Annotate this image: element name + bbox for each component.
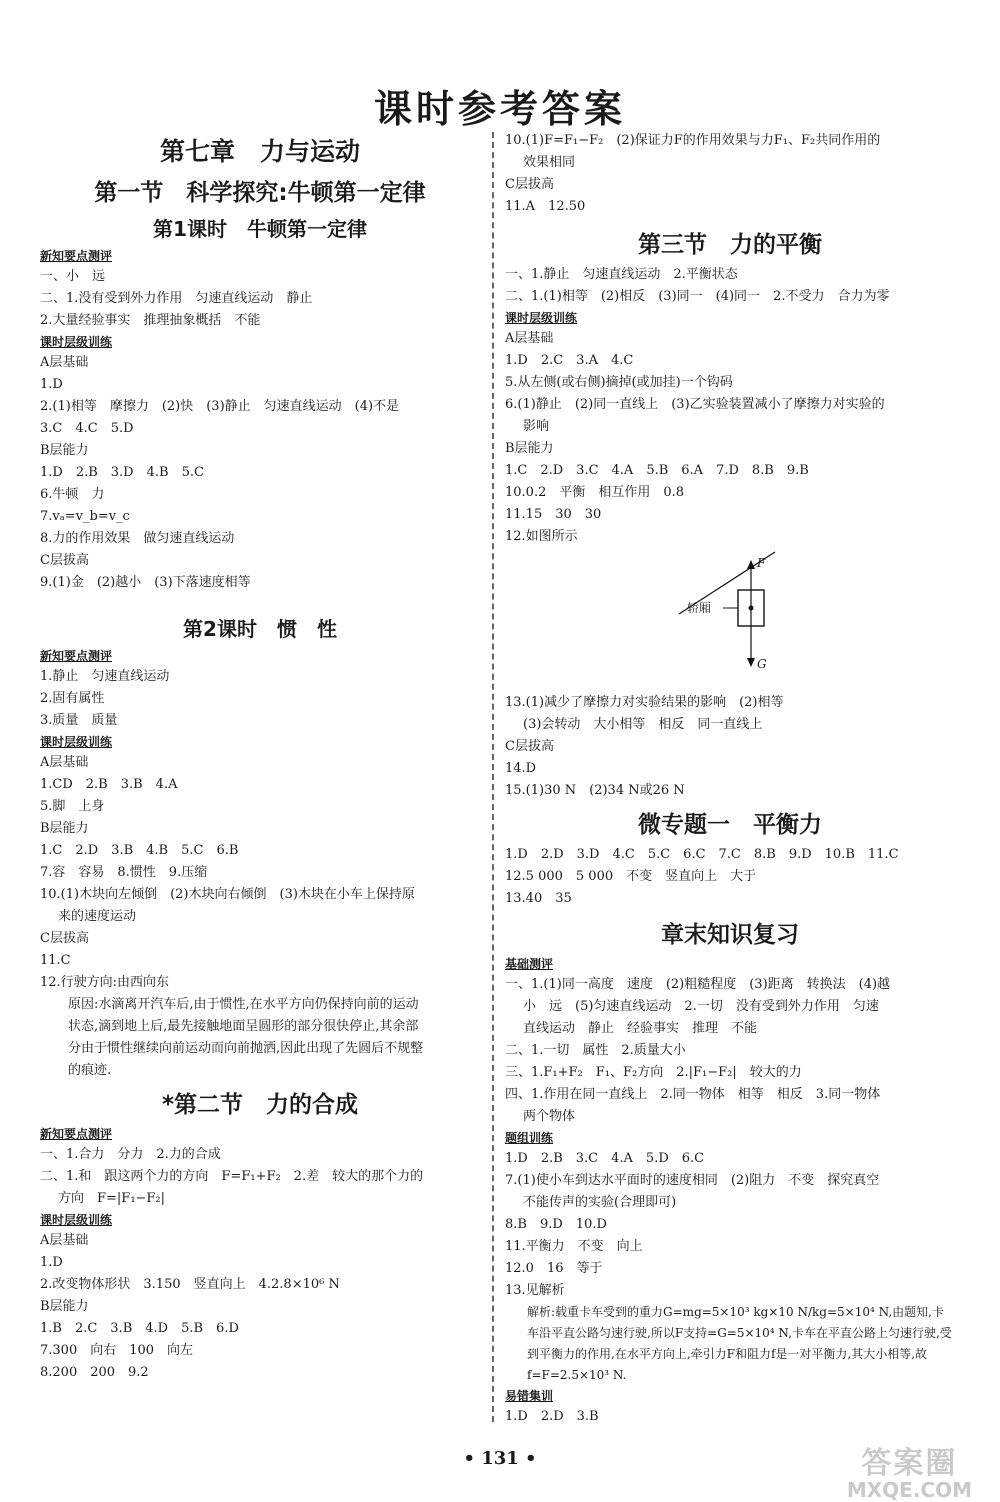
answer-line: 8.B 9.D 10.D [505, 1217, 607, 1232]
force-f-label: F [757, 556, 766, 570]
error-practice-answers [505, 1386, 955, 1428]
answer-line: 8.200 200 9.2 [40, 1365, 149, 1380]
answer-line: 二、1.一切 属性 2.质量大小 [505, 1043, 686, 1058]
answer-line: C层拔高 [40, 931, 89, 946]
answer-line: C层拔高 [505, 739, 554, 754]
answer-line: 1.C 2.D 3.B 4.B 5.C 6.B [40, 843, 239, 858]
answer-line: 四、1.作用在同一直线上 2.同一物体 相等 相反 3.同一物体 [505, 1087, 881, 1102]
answer-line: B层能力 [40, 1299, 89, 1314]
answer-line: 7.300 向右 100 向左 [40, 1343, 194, 1358]
left-column [40, 130, 480, 1384]
answer-line: A层基础 [40, 755, 89, 770]
answer-line: 1.CD 2.B 3.B 4.A [40, 777, 178, 792]
answer-line: 两个物体 [523, 1109, 576, 1124]
answer-line: 7.vₐ=v_b=v_c [40, 509, 130, 524]
answer-line: 3.质量 质量 [40, 713, 118, 728]
force-f-arrowhead [747, 560, 755, 569]
answer-line: A层基础 [40, 355, 89, 370]
answer-line: 原因:水滴离开汽车后,由于惯性,在水平方向仍保持向前的运动 [68, 997, 419, 1012]
answer-line: 15.(1)30 N (2)34 N或26 N [505, 783, 685, 798]
answer-line: 11.C [40, 953, 71, 968]
answer-line: 一、小 远 [40, 269, 106, 284]
answer-line: 13.40 35 [505, 891, 572, 906]
section-3-title: 第三节 力的平衡 [638, 232, 822, 258]
answer-line: 1.C 2.D 3.C 4.A 5.B 6.A 7.D 8.B 9.B [505, 463, 809, 478]
answer-line: 1.B 2.C 3.B 4.D 5.B 6.D [40, 1321, 239, 1336]
answer-line: 状态,滴到地上后,最先接触地面呈圆形的部分很快停止,其余部 [68, 1019, 419, 1034]
answer-line: 13.(1)减少了摩擦力对实验结果的影响 (2)相等 [505, 695, 784, 710]
answer-line: B层能力 [40, 443, 89, 458]
subsection-label: 课时层级训练 [40, 1213, 113, 1227]
center-of-mass-dot [749, 606, 754, 611]
answer-line: 2.大量经验事实 推理抽象概括 不能 [40, 313, 261, 328]
answer-line: B层能力 [505, 441, 554, 456]
answer-line: 13.见解析 [505, 1283, 565, 1298]
section-2-continued-answers [505, 130, 955, 218]
lesson-1-answers [40, 246, 480, 594]
answer-line: 二、1.没有受到外力作用 匀速直线运动 静止 [40, 291, 313, 306]
force-diagram [665, 550, 785, 690]
answer-line: 1.D [40, 377, 63, 392]
answer-line: 11.15 30 30 [505, 507, 602, 522]
answer-line: 14.D [505, 761, 537, 776]
answer-line: 11.A 12.50 [505, 199, 586, 214]
subsection-label: 基础测评 [505, 957, 554, 971]
answer-line: 12.如图所示 [505, 529, 578, 544]
answer-line: 的痕迹. [68, 1063, 112, 1078]
answer-line: 1.D 2.D 3.D 4.C 5.C 6.C 7.C 8.B 9.D 10.B 11.C [505, 847, 899, 862]
answer-line: 3.C 4.C 5.D [40, 421, 134, 436]
section-2-answers [40, 1124, 480, 1384]
answer-line: 分由于惯性继续向前运动而向前抛洒,因此出现了先圆后不规整 [68, 1041, 424, 1056]
answer-line: 6.牛顿 力 [40, 487, 105, 502]
answer-line: 一、1.(1)同一高度 速度 (2)粗糙程度 (3)距离 转换法 (4)越 [505, 977, 891, 992]
answer-line: (3)会转动 大小相等 相反 同一直线上 [523, 717, 763, 732]
review-answers [505, 954, 955, 1302]
lesson-1-title: 第1课时 牛顿第一定律 [153, 217, 367, 241]
answer-line: 2.(1)相等 摩擦力 (2)快 (3)静止 匀速直线运动 (4)不是 [40, 399, 400, 414]
answer-line: A层基础 [40, 1233, 89, 1248]
page-title: 课时参考答案 [373, 87, 626, 131]
force-g-label: G [757, 657, 767, 671]
answer-line: 1.D 2.B 3.D 4.B 5.C [40, 465, 204, 480]
answer-line: 12.行驶方向:由西向东 [40, 975, 170, 990]
section-2-title: *第二节 力的合成 [161, 1092, 359, 1118]
section-3-more-answers [505, 692, 955, 802]
micro-topic-answers [505, 844, 955, 910]
section-1-title: 第一节 科学探究:牛顿第一定律 [94, 180, 426, 206]
answer-line: 1.D [40, 1255, 63, 1270]
review-title: 章末知识复习 [661, 922, 799, 948]
subsection-label: 课时层级训练 [40, 335, 113, 349]
answer-line: 11.平衡力 不变 向上 [505, 1239, 643, 1254]
micro-topic-title: 微专题一 平衡力 [638, 812, 822, 838]
answer-line: 7.(1)使小车到达水平面时的速度相同 (2)阻力 不变 探究真空 [505, 1173, 880, 1188]
answer-line: 二、1.和 跟这两个力的方向 F=F₁+F₂ 2.差 较大的那个力的 [40, 1169, 424, 1184]
answer-line: A层基础 [505, 331, 554, 346]
answer-line: 7.容 容易 8.惯性 9.压缩 [40, 865, 208, 880]
answer-line: 来的速度运动 [58, 909, 137, 924]
answer-line: 1.D 2.D 3.B [505, 1409, 599, 1424]
answer-line: 不能传声的实验(合理即可) [523, 1195, 677, 1210]
answer-line: 一、1.合力 分力 2.力的合成 [40, 1147, 221, 1162]
subsection-label: 新知要点测评 [40, 649, 113, 663]
answer-line: 9.(1)金 (2)越小 (3)下落速度相等 [40, 575, 251, 590]
subsection-label: 新知要点测评 [40, 249, 113, 263]
answer-line: 10.(1)F=F₁−F₂ (2)保证力F的作用效果与力F₁、F₂共同作用的 [505, 133, 881, 148]
right-column [505, 130, 955, 1428]
answer-line: 5.脚 上身 [40, 799, 105, 814]
subsection-label: 新知要点测评 [40, 1127, 113, 1141]
elevator-car-label: 轿厢 [687, 601, 712, 615]
answer-line: 1.D 2.B 3.C 4.A 5.D 6.C [505, 1151, 705, 1166]
answer-line: 12.5 000 5 000 不变 竖直向上 大于 [505, 869, 757, 884]
answer-line: 10.(1)木块向左倾倒 (2)木块向右倾倒 (3)木块在小车上保持原 [40, 887, 415, 902]
subsection-label: 课时层级训练 [40, 735, 113, 749]
section-3-answers [505, 264, 955, 548]
answer-line: 一、1.静止 匀速直线运动 2.平衡状态 [505, 267, 738, 282]
answer-line: 方向 F=|F₁−F₂| [58, 1191, 166, 1206]
answer-line: C层拔高 [40, 553, 89, 568]
answer-line: 1.D 2.C 3.A 4.C [505, 353, 634, 368]
lesson-2-title: 第2课时 惯 性 [183, 617, 337, 641]
force-g-arrowhead [747, 658, 755, 667]
answer-line: 直线运动 静止 经验事实 推理 不能 [523, 1021, 758, 1036]
watermark-text-url: MXQE.COM [846, 1478, 972, 1502]
answer-line: 5.从左侧(或右侧)摘掉(或加挂)一个钩码 [505, 375, 733, 390]
answer-line: 2.改变物体形状 3.150 竖直向上 4.2.8×10⁶ N [40, 1277, 340, 1292]
watermark-text-cn: 答案圈 [861, 1446, 958, 1481]
subsection-label: 课时层级训练 [505, 311, 578, 325]
answer-line: 8.力的作用效果 做匀速直线运动 [40, 531, 235, 546]
answer-line: 影响 [523, 419, 550, 434]
answer-line: 小 远 (5)匀速直线运动 2.一切 没有受到外力作用 匀速 [523, 999, 879, 1014]
answer-line: 2.固有属性 [40, 691, 105, 706]
subsection-label: 易错集训 [505, 1389, 554, 1403]
answer-line: B层能力 [40, 821, 89, 836]
analysis-paragraph: 解析:载重卡车受到的重力G=mg=5×10³ kg×10 N/kg=5×10⁴ N,由题知,卡车沿平直公路匀速行驶,所以F支持=G=5×10⁴ N,卡车在平直公路上匀速行驶,受到平衡力的作用,在水平方向上,牵引力F和阻力f是一对平衡力,其大小相等,故f=F=2.5×10³ N. [527, 1305, 952, 1382]
subsection-label: 题组训练 [505, 1131, 554, 1145]
answer-line: 12.0 16 等于 [505, 1261, 603, 1276]
force-diagram-figure [505, 548, 955, 692]
answer-line: 1.静止 匀速直线运动 [40, 669, 170, 684]
answer-line: 6.(1)静止 (2)同一直线上 (3)乙实验装置减小了摩擦力对实验的 [505, 397, 885, 412]
chapter-title: 第七章 力与运动 [159, 137, 360, 166]
lesson-2-answers [40, 646, 480, 1082]
answer-line: 三、1.F₁+F₂ F₁、F₂方向 2.|F₁−F₂| 较大的力 [505, 1065, 802, 1080]
answer-line: 10.0.2 平衡 相互作用 0.8 [505, 485, 685, 500]
page-number: • 131 • [463, 1448, 537, 1469]
watermark-logo [847, 1438, 972, 1502]
answer-line: 二、1.(1)相等 (2)相反 (3)同一 (4)同一 2.不受力 合力为零 [505, 289, 890, 304]
answer-line: C层拔高 [505, 177, 554, 192]
answer-line: 效果相同 [523, 155, 576, 170]
column-divider [492, 132, 494, 1422]
